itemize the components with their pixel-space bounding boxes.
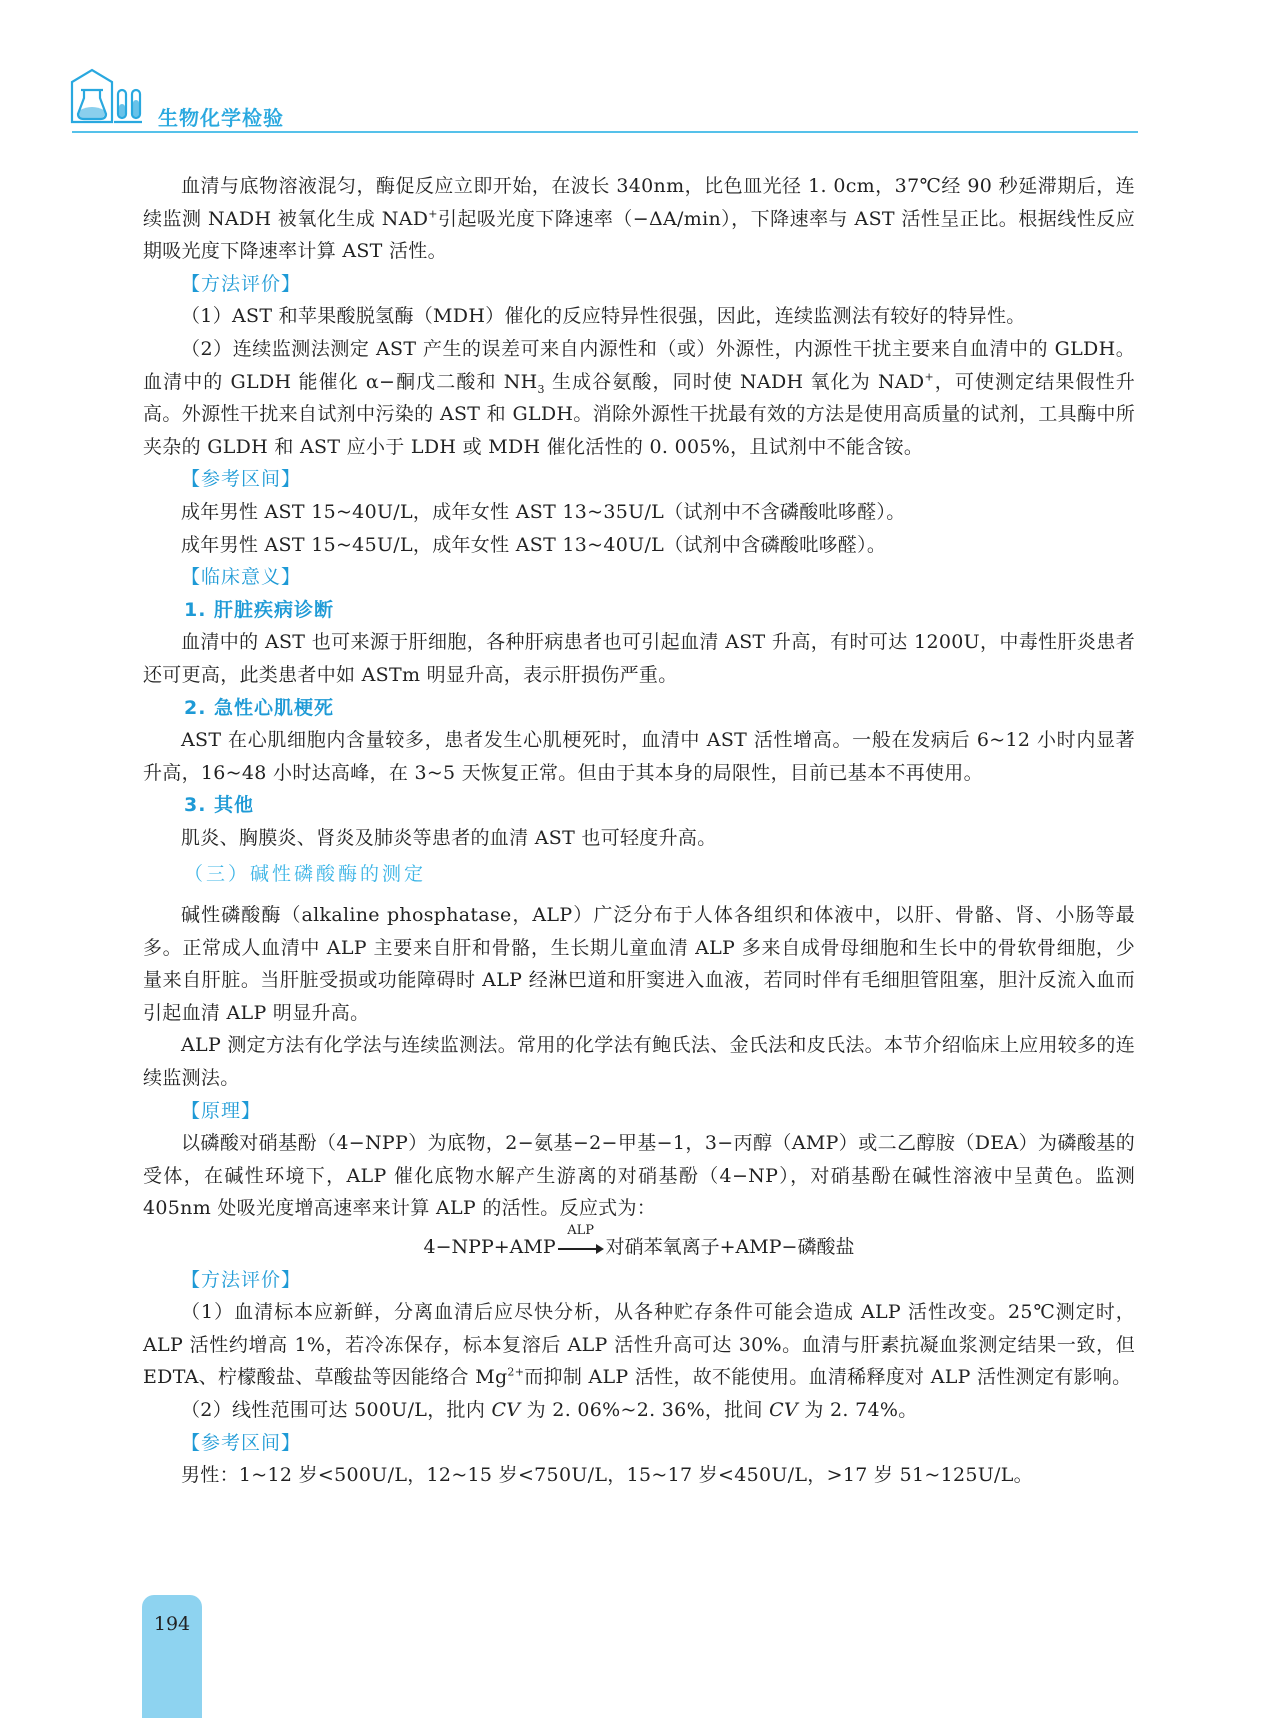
bracket-heading: 【原理】 [181, 1099, 262, 1122]
section-heading: （三）碱性磷酸酶的测定 [184, 863, 427, 886]
paragraph: 男性：1~12 岁<500U/L，12~15 岁<750U/L，15~17 岁<450U/L，>17 岁 51~125U/L。 [181, 1464, 1033, 1487]
reaction-equation [143, 1225, 1135, 1264]
running-header [70, 62, 1138, 132]
page-number-tab [142, 1595, 202, 1718]
page-number: 194 [153, 1613, 191, 1635]
paragraph: 血清中的 AST 也可来源于肝细胞，各种肝病患者也可引起血清 AST 升高，有时可达 1200U，中毒性肝炎患者还可更高，此类患者中如 ASTm 明显升高，表示肝损伤严重。 [143, 631, 1135, 686]
paragraph: （1）AST 和苹果酸脱氢酶（MDH）催化的反应特异性很强，因此，连续监测法有较好的特异性。 [181, 305, 1026, 328]
bracket-heading: 【方法评价】 [181, 1268, 302, 1291]
enzyme-label: ALP [567, 1223, 595, 1238]
reaction-arrow-icon [558, 1223, 604, 1255]
reaction-products: 对硝苯氧离子+AMP−磷酸盐 [605, 1236, 855, 1258]
numbered-heading: 1. 肝脏疾病诊断 [184, 598, 335, 621]
bracket-heading: 【方法评价】 [181, 272, 302, 295]
numbered-heading: 2. 急性心肌梗死 [184, 696, 335, 719]
bracket-heading: 【参考区间】 [181, 468, 302, 491]
book-title: 生物化学检验 [158, 106, 284, 130]
reaction-reactants: 4−NPP+AMP [423, 1236, 556, 1258]
paragraph: AST 在心肌细胞内含量较多，患者发生心肌梗死时，血清中 AST 活性增高。一般在发病后 6~12 小时内显著升高，16~48 小时达高峰，在 3~5 天恢复正常。但由于其本身的局限性，目前已基本不再使用。 [143, 729, 1135, 784]
paragraph: 碱性磷酸酶（alkaline phosphatase，ALP）广泛分布于人体各组织和体液中，以肝、骨骼、肾、小肠等最多。正常成人血清中 ALP 主要来自肝和骨骼，生长期儿童血清 ALP 多来自成骨母细胞和生长中的骨软骨细胞，少量来自肝脏。当肝脏受损或功能障碍时 ALP 经淋巴道和肝窦进入血液，若同时伴有毛细胆管阻塞，胆汁反流入血而引起血清 ALP 明显升高。 [143, 904, 1135, 1024]
lab-flask-icon [70, 64, 146, 126]
header-divider [72, 131, 1138, 133]
paragraph: 血清与底物溶液混匀，酶促反应立即开始，在波长 340nm，比色皿光径 1. 0cm，37℃经 90 秒延滞期后，连续监测 NADH 被氧化生成 NAD+引起吸光度下降速率（−ΔA/min），下降速率与 AST 活性呈正比。根据线性反应期吸光度下降速率计算 AST 活性。 [143, 175, 1135, 263]
paragraph: 成年男性 AST 15~40U/L，成年女性 AST 13~35U/L（试剂中不含磷酸吡哆醛）。 [181, 500, 906, 523]
paragraph: （2）连续监测法测定 AST 产生的误差可来自内源性和（或）外源性，内源性干扰主要来自血清中的 GLDH。血清中的 GLDH 能催化 α−酮戊二酸和 $NH_3$ 生成谷氨酸，同时使 NADH 氧化为 NAD+，可使测定结果假性升高。外源性干扰来自试剂中污染的 AST 和 GLDH。消除外源性干扰最有效的方法是使用高质量的试剂，工具酶中所夹杂的 GLDH 和 AST 应小于 LDH 或 MDH 催化活性的 0. 005%，且试剂中不能含铵。 [143, 337, 1135, 458]
paragraph: 以磷酸对硝基酚（4−NPP）为底物，2−氨基−2−甲基−1，3−丙醇（AMP）或二乙醇胺（DEA）为磷酸基的受体，在碱性环境下，ALP 催化底物水解产生游离的对硝基酚（4−NP），对硝基酚在碱性溶液中呈黄色。监测 405nm 处吸光度增高速率来计算 ALP 的活性。反应式为： [143, 1132, 1135, 1220]
page-body [143, 170, 1135, 1492]
paragraph: 成年男性 AST 15~45U/L，成年女性 AST 13~40U/L（试剂中含磷酸吡哆醛）。 [181, 533, 887, 556]
paragraph: （1）血清标本应新鲜，分离血清后应尽快分析，从各种贮存条件可能会造成 ALP 活性改变。25℃测定时，ALP 活性约增高 1%，若冷冻保存，标本复溶后 ALP 活性升高可达 30%。血清与肝素抗凝血浆测定结果一致，但 EDTA、柠檬酸盐、草酸盐等因能络合 $Mg^{2+}$而抑制 ALP 活性，故不能使用。血清稀释度对 ALP 活性测定有影响。 [143, 1301, 1135, 1389]
bracket-heading: 【临床意义】 [181, 566, 302, 589]
bracket-heading: 【参考区间】 [181, 1431, 302, 1454]
paragraph: 肌炎、胸膜炎、肾炎及肺炎等患者的血清 AST 也可轻度升高。 [181, 826, 717, 849]
paragraph: ALP 测定方法有化学法与连续监测法。常用的化学法有鲍氏法、金氏法和皮氏法。本节介绍临床上应用较多的连续监测法。 [143, 1034, 1135, 1090]
paragraph: （2）线性范围可达 500U/L，批内 CV 为 2. 06%~2. 36%，批间 CV 为 2. 74%。 [181, 1398, 918, 1421]
numbered-heading: 3. 其他 [184, 794, 255, 817]
